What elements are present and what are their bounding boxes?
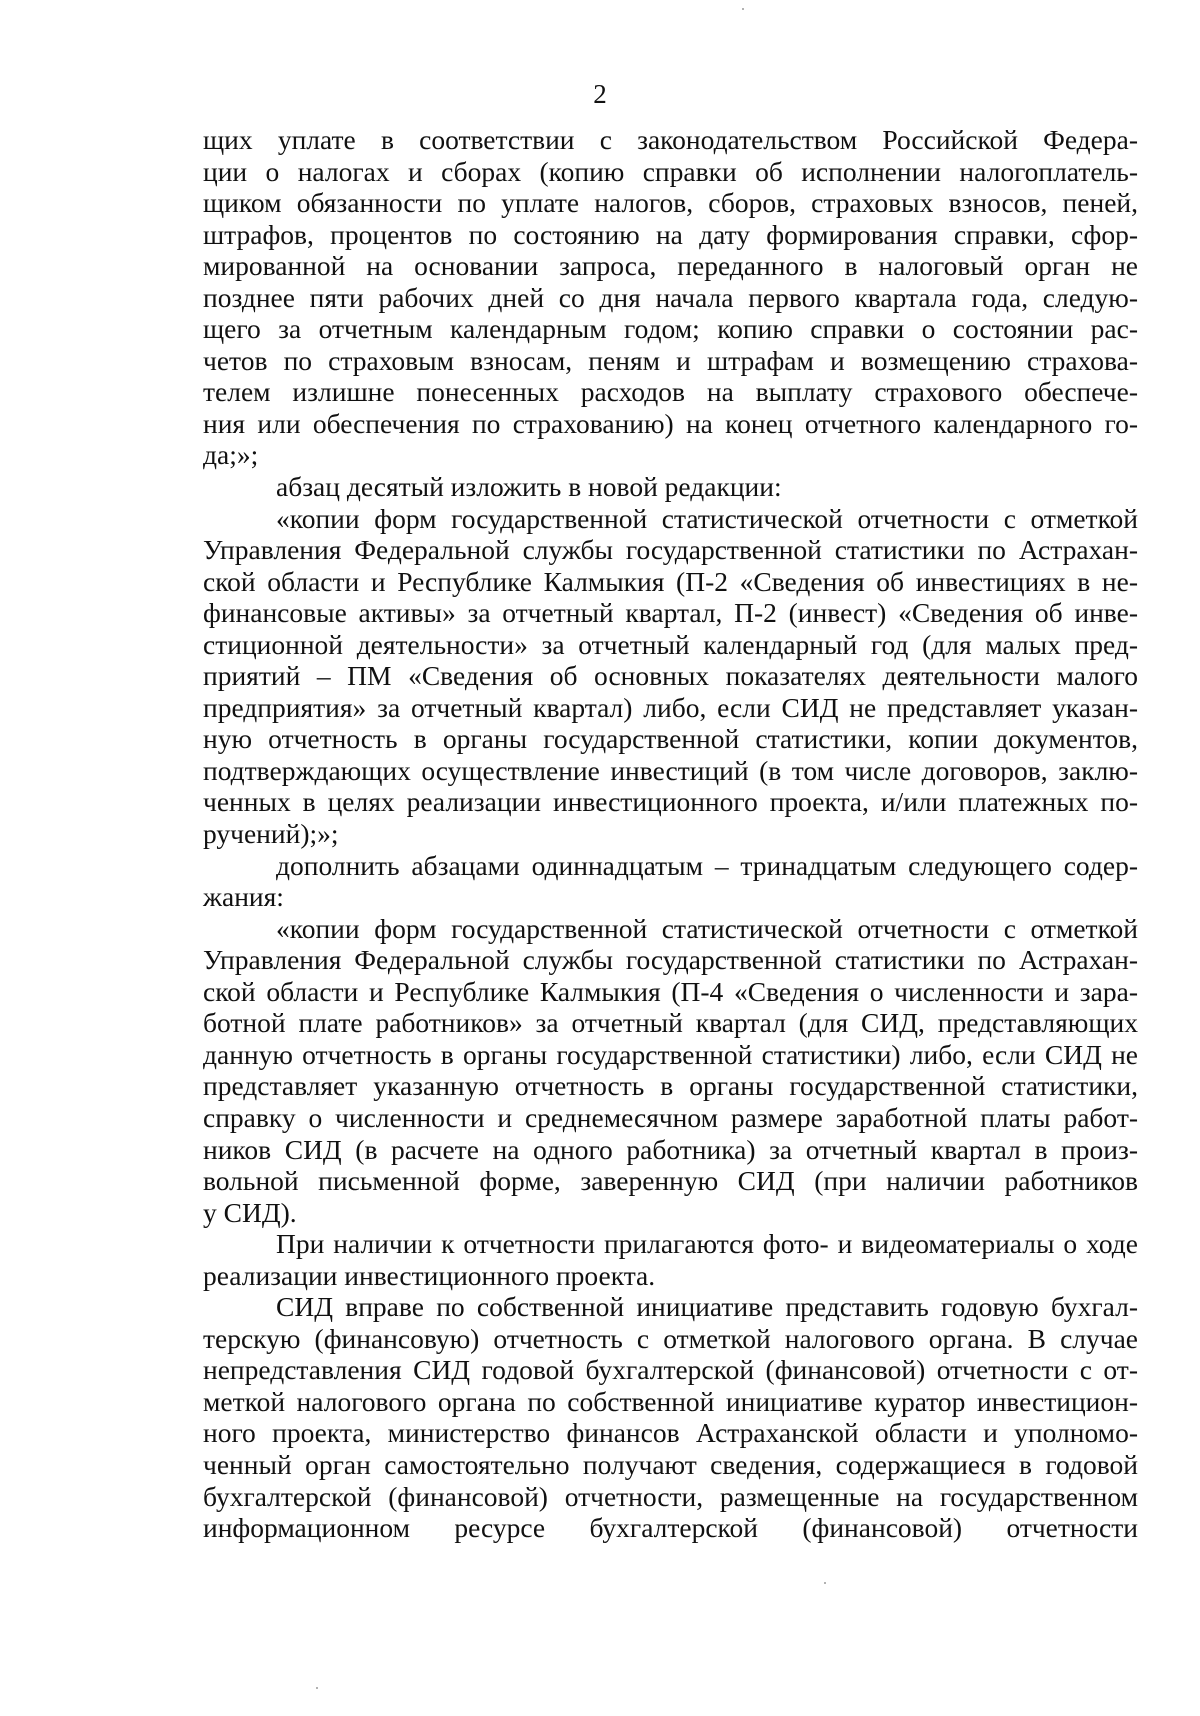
text-line: мированной на основании запроса, переданного в налоговый орган не bbox=[203, 250, 1138, 282]
text-line: четов по страховым взносам, пеням и штрафам и возмещению страхова- bbox=[203, 344, 1138, 376]
text-line: телем излишне понесенных расходов на выплату страхового обеспече- bbox=[203, 376, 1138, 408]
text-line: жания: bbox=[203, 881, 284, 913]
text-line: справку о численности и среднемесячном размере заработной платы работ- bbox=[203, 1101, 1138, 1133]
text-line: меткой налогового органа по собственной инициативе куратор инвестицион- bbox=[203, 1385, 1138, 1417]
text-line: СИД вправе по собственной инициативе представить годовую бухгал- bbox=[276, 1291, 1138, 1323]
text-line: ботной плате работников» за отчетный квартал (для СИД, представляющих bbox=[203, 1007, 1138, 1039]
text-line: щиком обязанности по уплате налогов, сборов, страховых взносов, пеней, bbox=[203, 187, 1138, 219]
text-line: абзац десятый изложить в новой редакции: bbox=[276, 471, 782, 503]
text-line: предприятия» за отчетный квартал) либо, если СИД не представляет указан- bbox=[203, 691, 1138, 723]
text-line: бухгалтерской (финансовой) отчетности, размещенные на государственном bbox=[203, 1480, 1138, 1512]
text-line: ченный орган самостоятельно получают сведения, содержащиеся в годовой bbox=[203, 1448, 1138, 1480]
text-line: ную отчетность в органы государственной статистики, копии документов, bbox=[203, 723, 1138, 755]
text-line: ской области и Республике Калмыкия (П-2 «Сведения об инвестициях в не- bbox=[203, 565, 1138, 597]
text-line: щего за отчетным календарным годом; копию справки о состоянии рас- bbox=[203, 313, 1138, 345]
text-line: Управления Федеральной службы государственной статистики по Астрахан- bbox=[203, 944, 1138, 976]
text-line: стиционной деятельности» за отчетный календарный год (для малых пред- bbox=[203, 628, 1138, 660]
text-line: «копии форм государственной статистической отчетности с отметкой bbox=[276, 502, 1138, 534]
text-line: данную отчетность в органы государственной статистики) либо, если СИД не bbox=[203, 1038, 1138, 1070]
text-line: ской области и Республике Калмыкия (П-4 «Сведения о численности и зара- bbox=[203, 975, 1138, 1007]
scan-speck bbox=[316, 1687, 318, 1689]
text-line: непредставления СИД годовой бухгалтерской (финансовой) отчетности с от- bbox=[203, 1354, 1138, 1386]
text-line: При наличии к отчетности прилагаются фото- и видеоматериалы о ходе bbox=[276, 1228, 1138, 1260]
text-line: ручений);»; bbox=[203, 818, 339, 850]
text-line: у СИД). bbox=[203, 1196, 297, 1228]
text-line: ченных в целях реализации инвестиционного проекта, и/или платежных по- bbox=[203, 786, 1138, 818]
text-line: подтверждающих осуществление инвестиций (в том числе договоров, заклю- bbox=[203, 754, 1138, 786]
text-line: представляет указанную отчетность в органы государственной статистики, bbox=[203, 1070, 1138, 1102]
text-line: «копии форм государственной статистической отчетности с отметкой bbox=[276, 912, 1138, 944]
document-body bbox=[203, 124, 1138, 1544]
page-number: 2 bbox=[593, 79, 607, 109]
text-line: реализации инвестиционного проекта. bbox=[203, 1259, 656, 1291]
text-line: щих уплате в соответствии с законодательством Российской Федера- bbox=[203, 124, 1138, 155]
scan-speck bbox=[824, 1582, 826, 1584]
text-line: информационном ресурсе бухгалтерской (финансовой) отчетности bbox=[203, 1512, 1138, 1544]
scan-speck bbox=[742, 8, 744, 10]
text-line: ного проекта, министерство финансов Астраханской области и уполномо- bbox=[203, 1417, 1138, 1449]
text-line: ции о налогах и сборах (копию справки об исполнении налогоплатель- bbox=[203, 155, 1138, 187]
text-line: позднее пяти рабочих дней со дня начала первого квартала года, следую- bbox=[203, 281, 1138, 313]
text-line: Управления Федеральной службы государственной статистики по Астрахан- bbox=[203, 534, 1138, 566]
text-line: ников СИД (в расчете на одного работника) за отчетный квартал в произ- bbox=[203, 1133, 1138, 1165]
text-line: приятий – ПМ «Сведения об основных показателях деятельности малого bbox=[203, 660, 1138, 692]
text-line: ния или обеспечения по страхованию) на конец отчетного календарного го- bbox=[203, 407, 1138, 439]
text-line: да;»; bbox=[203, 439, 259, 471]
text-line: вольной письменной форме, заверенную СИД (при наличии работников bbox=[203, 1165, 1138, 1197]
text-line: финансовые активы» за отчетный квартал, П-2 (инвест) «Сведения об инве- bbox=[203, 597, 1138, 629]
text-line: штрафов, процентов по состоянию на дату формирования справки, сфор- bbox=[203, 218, 1138, 250]
text-line: терскую (финансовую) отчетность с отметкой налогового органа. В случае bbox=[203, 1322, 1138, 1354]
text-line: дополнить абзацами одиннадцатым – тринадцатым следующего содер- bbox=[276, 849, 1138, 881]
